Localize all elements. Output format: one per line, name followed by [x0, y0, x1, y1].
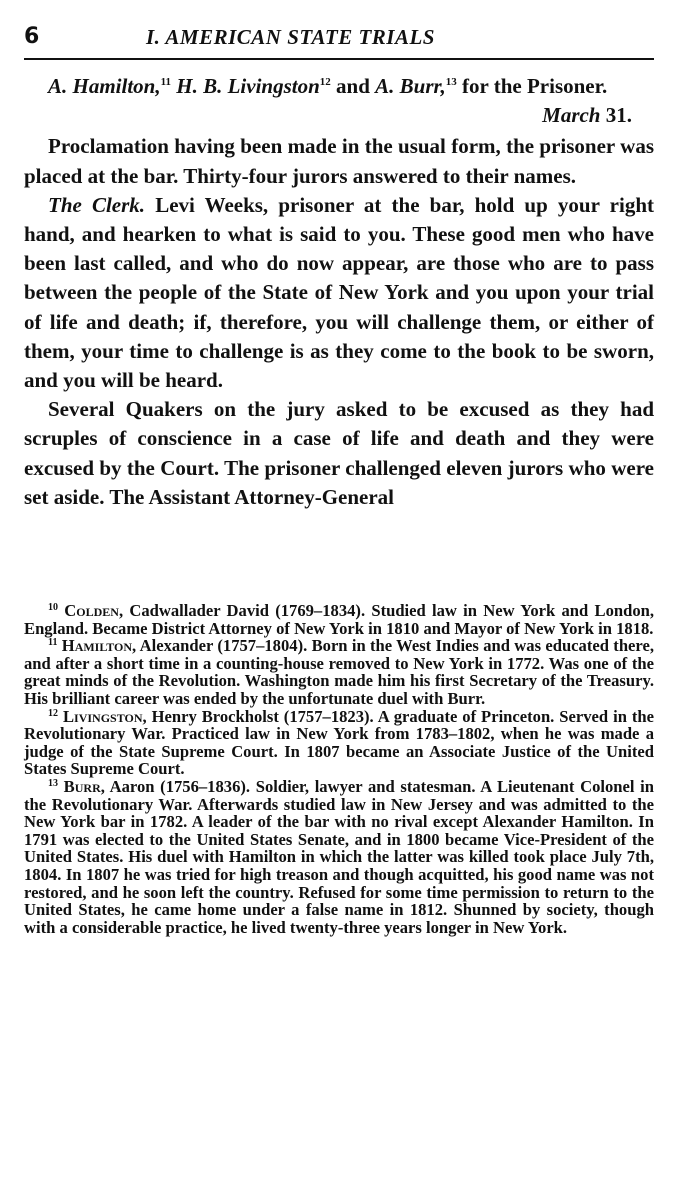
counsel-name-burr: A. Burr,: [375, 74, 446, 98]
main-text: [24, 72, 654, 512]
page-header: [24, 22, 654, 56]
footnote-ref-11[interactable]: 11: [160, 76, 172, 88]
footnote-12: [24, 708, 654, 778]
footnote-text: , Henry Brockholst (1757–1823). A graduate of Princeton. Served in the Revolutionary War. Practiced law in New York from 1783–1802, when he was made a judge of the State Supreme Court. In 1807 became an Associate Justice of the United States Supreme Court.: [24, 706, 654, 779]
footnote-surname: Hamilton: [61, 636, 133, 656]
footnotes: [24, 602, 654, 936]
header-rule: [24, 58, 654, 60]
footnote-text: , Alexander (1757–1804). Born in the West Indies and was educated there, and after a short time in a counting-house removed to New York in 1772. Was one of the great minds of the Revolution. Washington made him his first Secretary of the Treasury. His brilliant career was ended by the unfortunate duel with Burr.: [24, 636, 654, 708]
footnote-number: 11: [48, 637, 58, 649]
footnote-11: [24, 637, 654, 707]
footnote-surname: Colden: [64, 601, 119, 620]
footnote-number: 10: [48, 602, 58, 613]
footnote-surname: Burr: [63, 776, 101, 796]
footnote-surname: Livingston: [62, 706, 143, 726]
counsel-tail: for the Prisoner.: [462, 74, 608, 98]
date-line: [24, 101, 654, 130]
clerk-speech: Levi Weeks, prisoner at the bar, hold up your right hand, and hearken to what is said to you. These good men who have been last called, and who do now appear, are those who are to pass between the people of the State of New York and you upon your trial of life and death; if, therefore, you will challenge them, or either of them, your time to challenge is as they come to the book to be sworn, and you will be heard.: [24, 192, 654, 393]
footnote-ref-13[interactable]: 13: [445, 76, 457, 88]
date-month: March: [542, 103, 601, 128]
speaker-clerk: The Clerk.: [48, 192, 146, 217]
footnote-ref-12[interactable]: 12: [319, 76, 331, 88]
date-day: 31.: [605, 103, 632, 128]
counsel-name-hamilton: A. Hamilton,: [48, 74, 161, 98]
paragraph-proclamation: Proclamation having been made in the usual form, the prisoner was placed at the bar. Thirty-four jurors answered to their names.: [24, 134, 654, 188]
running-head: I. AMERICAN STATE TRIALS: [146, 25, 435, 49]
counsel-name-livingston: H. B. Livingston: [176, 74, 320, 98]
footnote-13: [24, 778, 654, 936]
footnote-number: 12: [48, 707, 58, 719]
footnote-number: 13: [48, 777, 58, 789]
footnote-text: , Aaron (1756–1836). Soldier, lawyer and statesman. A Lieutenant Colonel in the Revolutionary War. Afterwards studied law in New Jersey and was admitted to the New York bar in 1782. A leader of the bar with no rival except Alexander Hamilton. In 1791 was elected to the United States Senate, and in 1800 became Vice-President of the United States. His duel with Hamilton in which the latter was killed took place July 7th, 1804. In 1807 he was tried for high treason and though acquitted, his good name was not restored, and he soon left the country. Refused for some time permission to return to the United States, he came home under a false name in 1812. Shunned by society, though with a considerable practice, he lived twenty-three years longer in New York.: [24, 776, 654, 937]
page-number: 6: [24, 24, 40, 49]
paragraph-clerk: [24, 191, 654, 395]
footnote-10: [24, 602, 654, 637]
footnote-text: , Cadwallader David (1769–1834). Studied law in New York and London, England. Became District Attorney of New York in 1810 and Mayor of New York in 1818.: [24, 601, 654, 638]
counsel-line: [24, 72, 654, 101]
counsel-joiner: and: [336, 74, 370, 98]
paragraph-quakers: Several Quakers on the jury asked to be excused as they had scruples of conscience in a case of life and death and they were excused by the Court. The prisoner challenged eleven jurors who were set aside. The Assistant Attorney-General: [24, 397, 654, 509]
